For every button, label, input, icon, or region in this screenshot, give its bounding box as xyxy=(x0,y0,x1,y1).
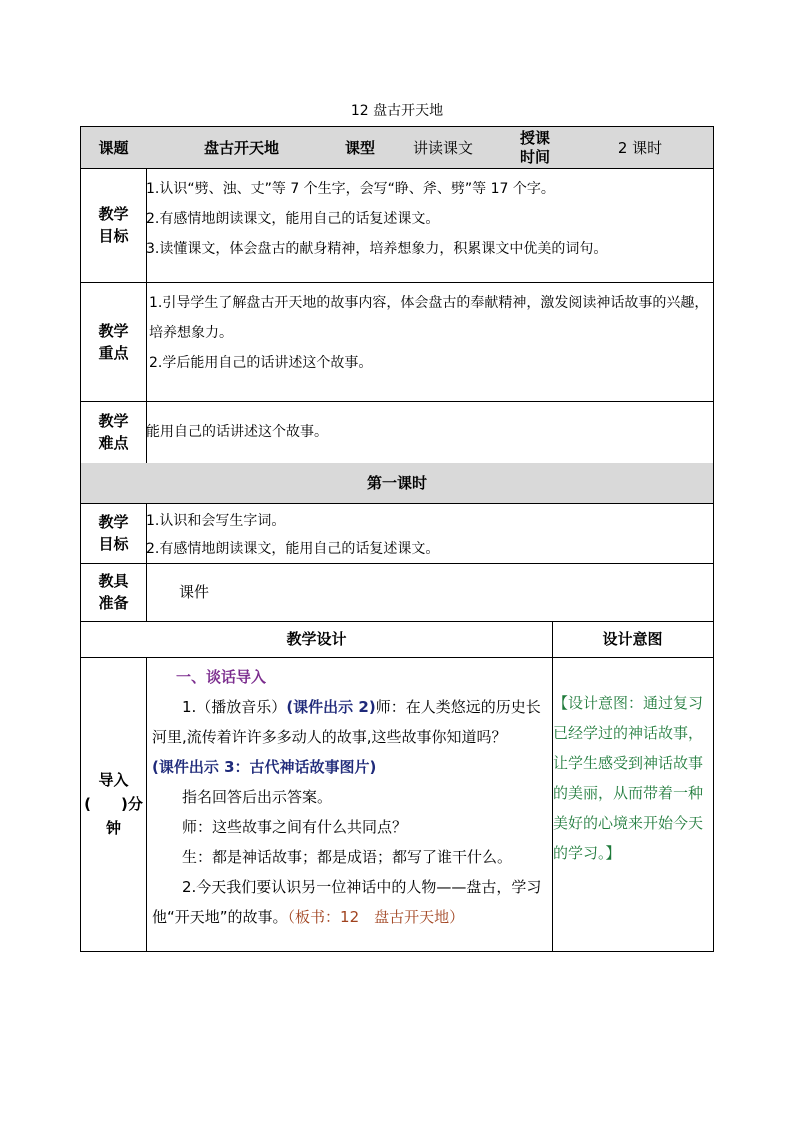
intro-p1-a: 1.（播放音乐） xyxy=(182,698,287,716)
objective-item: 2.有感情地朗读课文，能用自己的话复述课文。 xyxy=(146,211,440,227)
courseware-3-ref: (课件出示 3：古代神话故事图片) xyxy=(152,758,377,776)
type-label: 课型 xyxy=(344,138,375,157)
topic-label: 课题 xyxy=(98,138,129,157)
time-value: 2 课时 xyxy=(617,139,663,157)
lesson1-heading: 第一课时 xyxy=(366,474,427,492)
intro-p1-c: 师：在人类悠远的历史长河里,流传着许许多多动人的故事,这些故事你知道吗？ xyxy=(152,698,541,746)
difficulties-content xyxy=(146,401,714,464)
section-title xyxy=(152,662,550,692)
topic-label-cell xyxy=(80,126,147,169)
tools-value: 课件 xyxy=(179,583,210,601)
lesson1-objectives-content xyxy=(146,503,714,564)
board-note: （板书：12 盘古开天地） xyxy=(287,908,465,926)
tools-content xyxy=(146,563,714,622)
intent-content xyxy=(552,657,714,952)
intro-label-line3: 钟 xyxy=(105,819,121,837)
intro-paragraph xyxy=(152,692,550,752)
time-label-line2: 时间 xyxy=(519,147,550,166)
type-value-cell xyxy=(383,126,504,169)
key-points-label-line2: 重点 xyxy=(98,343,129,362)
intro-label-line1: 导入 xyxy=(98,771,129,789)
time-label-line1: 授课 xyxy=(519,128,550,147)
design-column-header xyxy=(80,621,553,658)
document-title: 12 盘古开天地 xyxy=(350,103,444,119)
key-points-label-line1: 教学 xyxy=(98,321,129,340)
key-point-item: 2.学后能用自己的话讲述这个故事。 xyxy=(149,355,373,371)
intro-paragraph: 指名回答后出示答案。 xyxy=(182,788,333,806)
key-points-content xyxy=(146,282,714,402)
objective-item: 3.读懂课文，体会盘古的献身精神，培养想象力，积累课文中优美的词句。 xyxy=(146,241,608,257)
intent-column-label: 设计意图 xyxy=(602,630,663,648)
intent-column-header xyxy=(552,621,714,658)
intro-label-cell xyxy=(80,657,147,952)
key-points-label-cell xyxy=(80,282,147,402)
intro-paragraph: 生：都是神话故事；都是成语；都写了谁干什么。 xyxy=(182,848,513,866)
difficulties-label-cell xyxy=(80,401,147,464)
lesson1-objectives-label-cell xyxy=(80,503,147,564)
tools-label-line1: 教具 xyxy=(98,572,129,590)
section-title-text: 一、谈话导入 xyxy=(176,668,267,686)
objectives-label-line1: 教学 xyxy=(98,205,129,223)
lesson1-objectives-label-line2: 目标 xyxy=(98,535,129,553)
time-label-cell xyxy=(503,126,568,169)
intro-paragraph: 师：这些故事之间有什么共同点？ xyxy=(182,818,408,836)
difficulties-label-line1: 教学 xyxy=(98,412,129,430)
type-value: 讲读课文 xyxy=(412,139,473,157)
intro-paragraph xyxy=(152,752,550,782)
lesson1-objective-item: 2.有感情地朗读课文，能用自己的话复述课文。 xyxy=(146,541,440,557)
objectives-label-cell xyxy=(80,168,147,283)
design-column-label: 教学设计 xyxy=(286,630,347,648)
objectives-content xyxy=(146,168,714,283)
tools-label-cell xyxy=(80,563,147,622)
time-value-cell xyxy=(567,126,714,169)
difficulties-label-line2: 难点 xyxy=(98,434,129,452)
intro-content xyxy=(146,657,553,952)
tools-label-line2: 准备 xyxy=(98,594,129,612)
lesson1-objectives-label-line1: 教学 xyxy=(98,513,129,531)
topic-value: 盘古开天地 xyxy=(203,138,279,157)
design-intent-text: 【设计意图：通过复习已经学过的神话故事，让学生感受到神话故事的美丽，从而带着一种美好的心境来开始今天的学习。】 xyxy=(553,694,704,862)
objectives-label-line2: 目标 xyxy=(98,227,129,245)
difficulties-text: 能用自己的话讲述这个故事。 xyxy=(146,424,328,440)
intro-paragraph xyxy=(152,872,550,932)
topic-value-cell xyxy=(146,126,338,169)
type-label-cell xyxy=(337,126,384,169)
courseware-2-ref: (课件出示 2) xyxy=(286,698,376,716)
intro-p6-a: 2.今天我们要认识另一位神话中的人物——盘古，学习他“开天地”的故事。 xyxy=(152,878,542,926)
objective-item: 1.认识“劈、浊、丈”等 7 个生字，会写“睁、斧、劈”等 17 个字。 xyxy=(146,181,555,197)
lesson1-heading-cell xyxy=(80,463,714,504)
intro-label-line2: ( )分 xyxy=(84,795,143,813)
key-point-item: 1.引导学生了解盘古开天地的故事内容，体会盘古的奉献精神，激发阅读神话故事的兴趣，培养想象力。 xyxy=(149,295,709,341)
lesson1-objective-item: 1.认识和会写生字词。 xyxy=(146,513,286,529)
